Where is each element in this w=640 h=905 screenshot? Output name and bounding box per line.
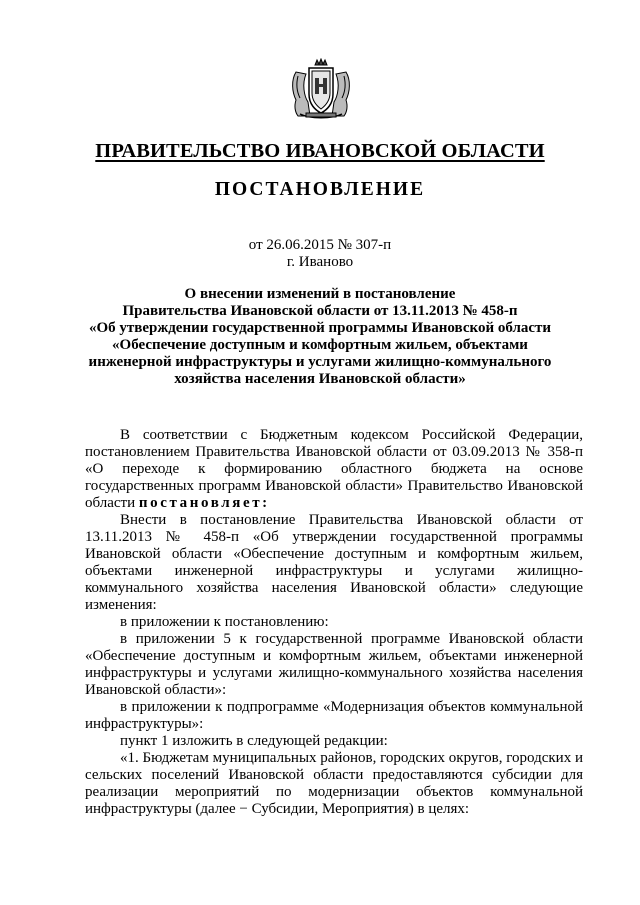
- paragraph-item-1: пункт 1 изложить в следующей редакции:: [120, 733, 388, 749]
- paragraph-appendix-5: в приложении 5 к государственной программе Ивановской области «Обеспечение доступным и комфортным жильем, объектами инженерной инфраструктуры и услугами жилищно-коммунального хозяйства населения Ивановской области»:: [85, 631, 583, 698]
- city: г. Иваново: [286, 254, 354, 270]
- subject-line: О внесении изменений в постановление: [184, 286, 456, 302]
- subject-line: «Обеспечение доступным и комфортным жильем, объектами: [112, 337, 528, 353]
- document-body: [85, 427, 583, 818]
- document-type: ПОСТАНОВЛЕНИЕ: [214, 179, 426, 200]
- preamble-text: В соответствии с Бюджетным кодексом Российской Федерации, постановлением Правительства Ивановской области от 03.09.2013 № 358-п «О переходе к формированию областного бюджета на основе государственных программ Ивановской области» Правительство Ивановской области: [85, 427, 583, 511]
- paragraph-preamble: [85, 427, 583, 512]
- document-subject: [60, 286, 580, 388]
- organization-title: ПРАВИТЕЛЬСТВО ИВАНОВСКОЙ ОБЛАСТИ: [95, 140, 545, 162]
- subject-line: хозяйства населения Ивановской области»: [174, 371, 466, 387]
- subject-line: инженерной инфраструктуры и услугами жилищно-коммунального: [88, 354, 552, 370]
- date-number: от 26.06.2015 № 307-п: [248, 237, 392, 253]
- coat-of-arms-icon: [288, 58, 354, 120]
- paragraph-subsidies: «1. Бюджетам муниципальных районов, городских округов, городских и сельских поселений Ивановской области предоставляются субсидии для реализации мероприятий по модернизации объектов коммунальной инфраструктуры (далее − Субсидии, Мероприятия) в целях:: [85, 750, 583, 817]
- paragraph-amend: Внести в постановление Правительства Ивановской области от 13.11.2013 № 458-п «Об утверждении государственной программы Ивановской области «Обеспечение доступным и комфортным жильем, объектами инженерной инфраструктуры и услугами жилищно-коммунального хозяйства населения Ивановской области» следующие изменения:: [85, 512, 583, 613]
- subject-line: Правительства Ивановской области от 13.11.2013 № 458-п: [122, 303, 518, 319]
- subject-line: «Об утверждении государственной программы Ивановской области: [88, 320, 552, 336]
- paragraph-subprogram: в приложении к подпрограмме «Модернизация объектов коммунальной инфраструктуры»:: [85, 699, 583, 732]
- paragraph-appendix: в приложении к постановлению:: [120, 614, 329, 630]
- document-meta: [60, 237, 580, 271]
- decree-word: постановляет:: [138, 495, 270, 511]
